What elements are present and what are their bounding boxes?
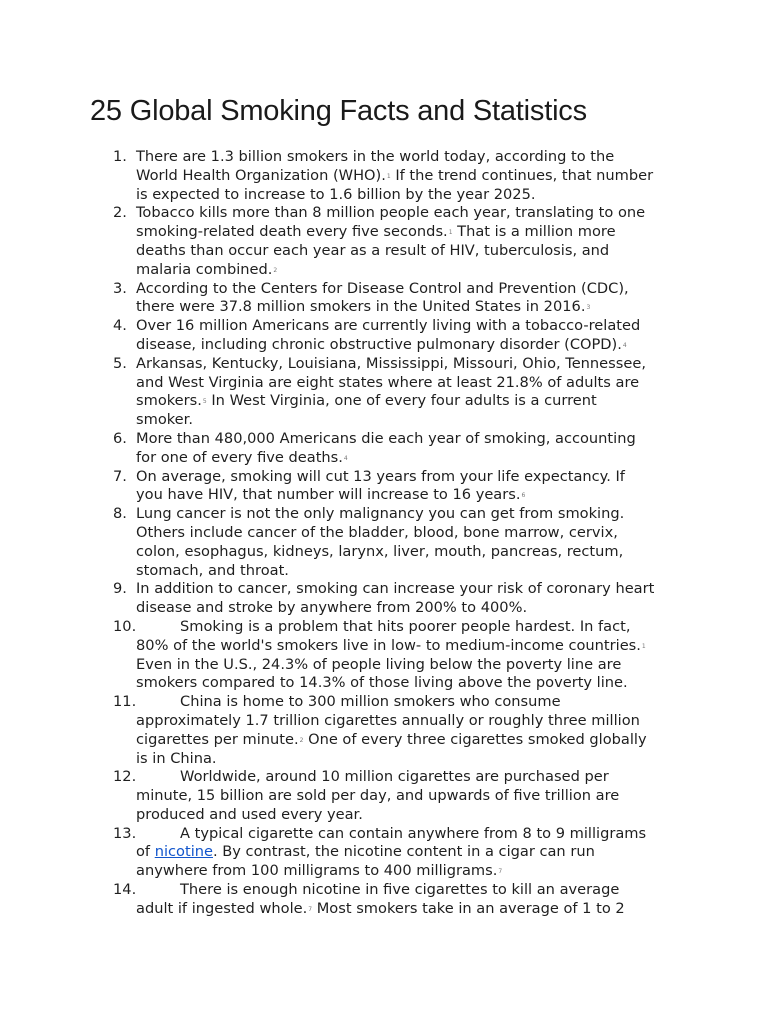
list-number: 14.	[113, 881, 137, 899]
text-line: On average, smoking will cut 13 years from your life expectancy. If	[136, 467, 625, 485]
text-line: minute, 15 billion are sold per day, and upwards of five trillion are	[136, 787, 620, 805]
text-line	[136, 862, 656, 881]
list-item	[0, 580, 656, 618]
text-line	[136, 449, 656, 468]
text-span: smoking-related death every five seconds.	[136, 223, 448, 241]
list-number: 9.	[113, 580, 127, 598]
text-line: produced and used every year.	[136, 805, 363, 823]
text-line: Over 16 million Americans are currently living with a tobacco-related	[136, 317, 641, 335]
list-item	[0, 825, 656, 881]
text-line	[136, 825, 656, 844]
footnote-ref: 1	[641, 642, 646, 650]
text-line: There are 1.3 billion smokers in the world today, according to the	[136, 148, 615, 165]
list-item	[0, 693, 656, 768]
text-span: there were 37.8 million smokers in the United States in 2016.	[136, 298, 586, 316]
list-item	[0, 768, 656, 824]
text-span: you have HIV, that number will increase to 16 years.	[136, 486, 521, 504]
text-line: colon, esophagus, kidneys, larynx, liver, mouth, pancreas, rectum,	[136, 542, 624, 560]
list-number: 13.	[113, 824, 137, 842]
list-item	[0, 280, 656, 318]
text-span: anywhere from 100 milligrams to 400 milligrams.	[136, 862, 498, 880]
text-span: World Health Organization (WHO).	[136, 166, 386, 184]
footnote-ref: 1	[386, 172, 391, 180]
text-span: Smoking is a problem that hits poorer people hardest. In fact,	[180, 617, 631, 635]
list-number: 8.	[113, 505, 127, 523]
list-item	[0, 505, 656, 580]
footnote-ref: 2	[273, 266, 278, 274]
footnote-ref: 6	[521, 492, 526, 500]
list-number: 12.	[113, 768, 137, 786]
text-line: is in China.	[136, 749, 217, 767]
list-item	[0, 430, 656, 468]
nicotine-link[interactable]: nicotine	[154, 843, 213, 861]
text-line: deaths than occur each year as a result of HIV, tuberculosis, and	[136, 241, 610, 259]
text-line	[136, 336, 656, 355]
text-line	[136, 693, 656, 712]
text-span: If the trend continues, that number	[395, 166, 654, 184]
footnote-ref: 4	[343, 454, 348, 462]
text-line: approximately 1.7 trillion cigarettes annually or roughly three million	[136, 711, 640, 729]
text-line: According to the Centers for Disease Control and Prevention (CDC),	[136, 279, 629, 297]
text-span: . By contrast, the nicotine content in a cigar can run	[212, 843, 595, 861]
text-line	[136, 486, 656, 505]
text-span: for one of every five deaths.	[136, 448, 343, 466]
list-item	[0, 468, 656, 506]
text-line: Others include cancer of the bladder, blood, bone marrow, cervix,	[136, 523, 618, 541]
text-line: In addition to cancer, smoking can increase your risk of coronary heart	[136, 580, 655, 598]
list-item	[0, 148, 656, 204]
text-span: malaria combined.	[136, 260, 273, 278]
text-span: adult if ingested whole.	[136, 899, 308, 917]
text-span: There is enough nicotine in five cigarettes to kill an average	[180, 881, 620, 899]
text-line	[136, 768, 656, 787]
list-number: 11.	[113, 693, 137, 711]
list-item	[0, 355, 656, 430]
text-line: More than 480,000 Americans die each year of smoking, accounting	[136, 429, 636, 447]
list-number: 1.	[113, 148, 127, 165]
text-span: 80% of the world's smokers live in low- to medium-income countries.	[136, 636, 641, 654]
list-number: 6.	[113, 429, 127, 447]
text-span: In West Virginia, one of every four adults is a current	[211, 392, 597, 410]
text-line	[136, 261, 656, 280]
text-line	[136, 298, 656, 317]
list-number: 7.	[113, 467, 127, 485]
text-line: Arkansas, Kentucky, Louisiana, Mississippi, Missouri, Ohio, Tennessee,	[136, 354, 646, 372]
footnote-ref: 7	[308, 905, 313, 913]
footnote-ref: 4	[622, 341, 627, 349]
list-number: 3.	[113, 279, 127, 297]
text-line: disease and stroke by anywhere from 200% to 400%.	[136, 599, 528, 617]
text-span: One of every three cigarettes smoked globally	[308, 730, 647, 748]
list-number: 10.	[113, 617, 137, 635]
text-line: smoker.	[136, 411, 193, 429]
facts-list	[0, 148, 768, 919]
text-line	[136, 392, 656, 411]
list-number: 5.	[113, 354, 127, 372]
text-span: Most smokers take in an average of 1 to 2	[316, 899, 625, 917]
text-line	[136, 637, 656, 656]
text-line	[136, 223, 656, 242]
text-line: and West Virginia are eight states where at least 21.8% of adults are	[136, 373, 640, 391]
list-item	[0, 317, 656, 355]
text-span: cigarettes per minute.	[136, 730, 299, 748]
page-title: 25 Global Smoking Facts and Statistics	[90, 95, 587, 127]
text-line	[136, 618, 656, 637]
list-item	[0, 618, 656, 693]
text-span: disease, including chronic obstructive pulmonary disorder (COPD).	[136, 335, 622, 353]
text-span: of	[136, 843, 151, 861]
text-line	[136, 167, 656, 186]
footnote-ref: 3	[586, 304, 591, 312]
text-line	[136, 843, 656, 862]
text-span: China is home to 300 million smokers who consume	[180, 693, 561, 711]
text-span: A typical cigarette can contain anywhere from 8 to 9 milligrams	[180, 824, 647, 842]
footnote-ref: 1	[448, 229, 453, 237]
text-span: That is a million more	[457, 223, 616, 241]
text-line: Even in the U.S., 24.3% of people living below the poverty line are	[136, 655, 622, 673]
text-line: Lung cancer is not the only malignancy you can get from smoking.	[136, 505, 625, 523]
footnote-ref: 2	[299, 736, 304, 744]
text-line: is expected to increase to 1.6 billion by the year 2025.	[136, 185, 536, 203]
list-number: 4.	[113, 317, 127, 335]
text-line: stomach, and throat.	[136, 561, 289, 579]
list-number: 2.	[113, 204, 127, 222]
footnote-ref: 7	[498, 868, 503, 876]
footnote-ref: 5	[202, 398, 207, 406]
text-line: Tobacco kills more than 8 million people each year, translating to one	[136, 204, 646, 222]
list-item	[0, 204, 656, 279]
text-span: smokers.	[136, 392, 202, 410]
text-span: Worldwide, around 10 million cigarettes are purchased per	[180, 768, 609, 786]
text-line	[136, 900, 656, 919]
text-line	[136, 881, 656, 900]
text-line: smokers compared to 14.3% of those living above the poverty line.	[136, 674, 628, 692]
text-line	[136, 731, 656, 750]
list-item	[0, 881, 656, 919]
